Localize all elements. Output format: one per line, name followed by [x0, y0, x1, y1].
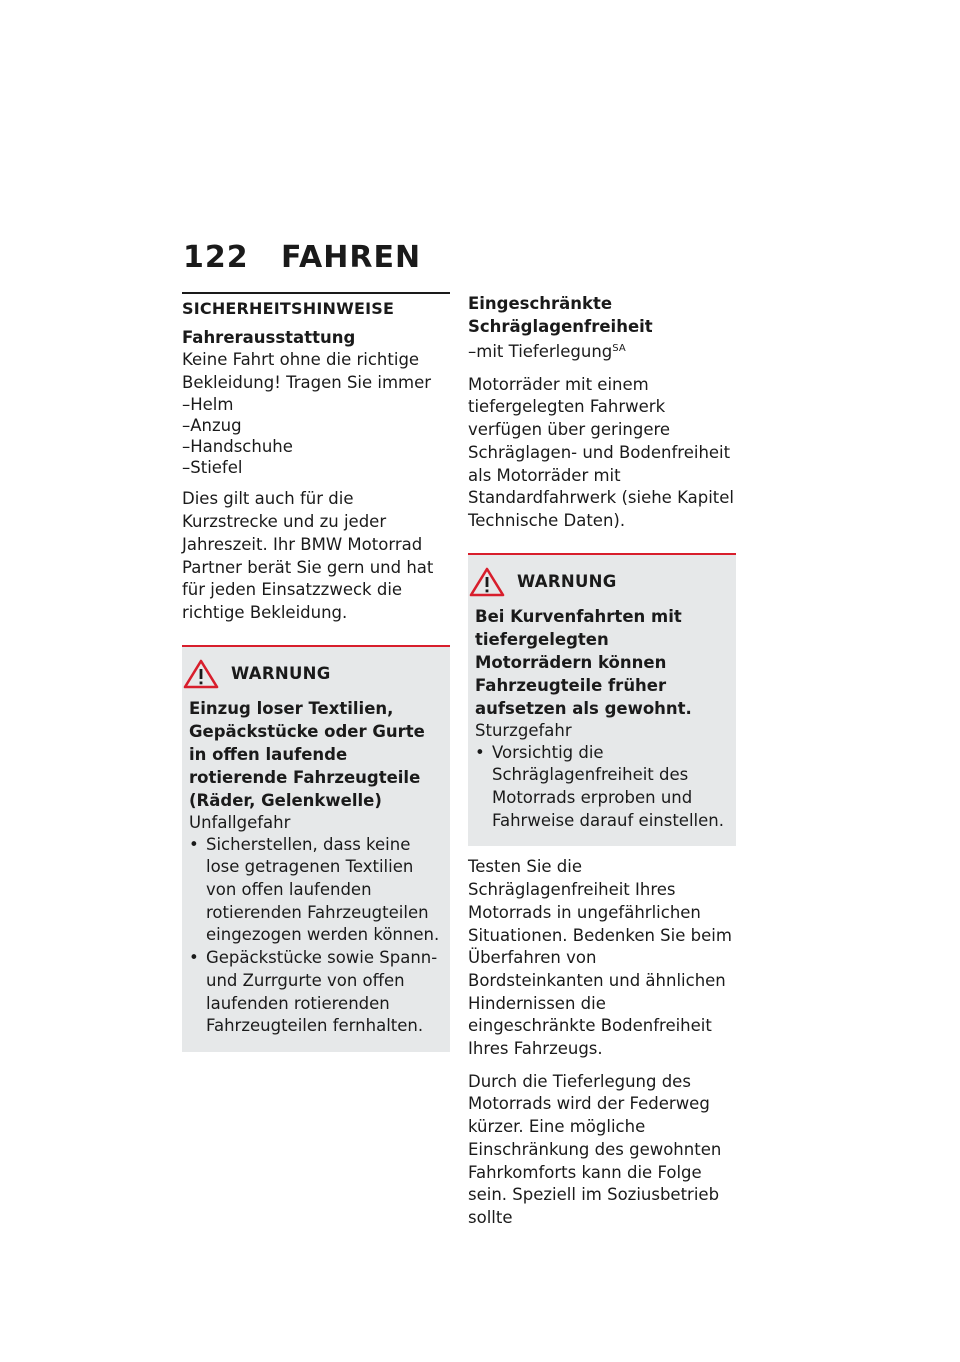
option-line: –mit Tieferlegung$^{SA}$ — [468, 342, 626, 361]
warning-box — [468, 553, 736, 847]
list-item: – Helm — [182, 394, 450, 415]
clothing-list — [182, 394, 450, 478]
right-column — [468, 292, 736, 1230]
warning-triangle-icon — [183, 659, 219, 689]
warning-hazard: Bei Kurvenfahrten mit tiefergelegten Motorrädern können Fahrzeugteile früher aufsetzen als gewohnt. — [475, 606, 692, 718]
page-header — [183, 240, 421, 275]
list-item: • Sicherstellen, dass keine lose getragenen Textilien von offen laufenden rotierenden Fahrzeugteilen eingezogen werden können. — [189, 834, 443, 948]
body-paragraph: Testen Sie die Schräglagenfreiheit Ihres Motorrads in ungefährlichen Situationen. Bedenken Sie beim Überfahren von Bordsteinkanten und ähnlichen Hindernissen die eingeschränkte Bodenfreiheit Ihres Fahrzeugs. — [468, 857, 732, 1059]
warning-box — [182, 645, 450, 1052]
left-column — [182, 292, 450, 1052]
intro-text: Keine Fahrt ohne die richtige Bekleidung! Tragen Sie immer — [182, 350, 432, 392]
list-item: – Anzug — [182, 415, 450, 436]
list-item: • Gepäckstücke sowie Spann- und Zurrgurte von offen laufenden rotierenden Fahrzeugteilen fernhalten. — [189, 947, 443, 1038]
body-paragraph: Motorräder mit einem tiefergelegten Fahrwerk verfügen über geringere Schräglagen- und Bodenfreiheit als Motorräder mit Standardfahrwerk (siehe Kapitel Technische Daten). — [468, 374, 734, 530]
list-item: • Vorsichtig die Schräglagenfreiheit des Motorrads erproben und Fahrweise darauf einstellen. — [475, 742, 729, 833]
option-text: mit Tieferlegung — [476, 342, 613, 361]
warning-bullets — [475, 742, 729, 833]
warning-header — [473, 567, 729, 597]
subhead-schraeglagenfreiheit: Eingeschränkte Schräglagenfreiheit — [468, 294, 653, 336]
warning-consequence: Sturzgefahr — [475, 720, 572, 740]
body-paragraph: Dies gilt auch für die Kurzstrecke und zu jeder Jahreszeit. Ihr BMW Motorrad Partner berät Sie gern und hat für jeden Einsatzzweck die richtige Bekleidung. — [182, 489, 434, 622]
warning-title: WARNUNG — [517, 572, 617, 592]
chapter-title: FAHREN — [281, 240, 422, 275]
warning-triangle-icon — [469, 567, 505, 597]
warning-header — [187, 659, 443, 689]
warning-title: WARNUNG — [231, 664, 331, 684]
warning-consequence: Unfallgefahr — [189, 812, 291, 832]
list-item: – Stiefel — [182, 457, 450, 478]
warning-bullets — [189, 834, 443, 1038]
list-item: – Handschuhe — [182, 436, 450, 457]
option-superscript: SA — [612, 343, 626, 354]
warning-hazard: Einzug loser Textilien, Gepäckstücke oder Gurte in offen laufende rotierende Fahrzeugteile (Räder, Gelenkwelle) — [189, 698, 425, 810]
section-title: SICHERHEITSHINWEISE — [182, 299, 395, 318]
page-number: 122 — [183, 240, 249, 275]
section-divider — [182, 292, 450, 294]
body-paragraph: Durch die Tieferlegung des Motorrads wird der Federweg kürzer. Eine mögliche Einschränkung des gewohnten Fahrkomforts kann die Folge sein. Speziell im Soziusbetrieb sollte — [468, 1071, 722, 1227]
subhead-fahrerausstattung: Fahrerausstattung — [182, 328, 356, 347]
